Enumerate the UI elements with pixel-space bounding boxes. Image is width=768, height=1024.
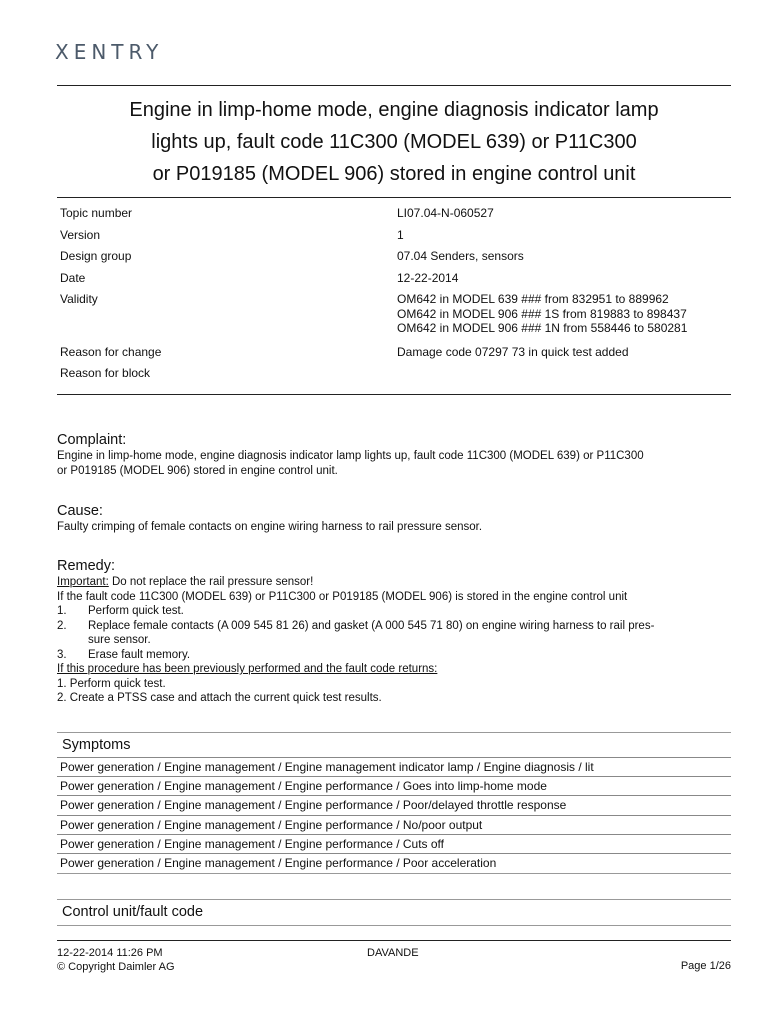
remedy-step [57, 648, 737, 663]
meta-row-reason-change [60, 345, 730, 360]
symptom-row [57, 776, 731, 796]
control-unit-top-rule [57, 899, 731, 900]
remedy-section [57, 557, 737, 706]
validity-line: OM642 in MODEL 906 ### 1N from 558446 to 580281 [397, 321, 688, 335]
step-text [88, 619, 654, 648]
meta-value: LI07.04-N-060527 [397, 206, 494, 220]
footer-rule [57, 940, 731, 941]
header-rule [57, 85, 731, 86]
title-line: or P019185 (MODEL 906) stored in engine control unit [152, 163, 636, 185]
important-note [57, 575, 737, 590]
meta-value: 1 [397, 227, 404, 242]
meta-value: Damage code 07297 73 in quick test added [397, 344, 629, 359]
complaint-text: Engine in limp-home mode, engine diagnosis indicator lamp lights up, fault code 11C300 (MODEL 639) or P11C300 [57, 450, 644, 462]
symptom-text: Power generation / Engine management / Engine performance / Cuts off [60, 837, 445, 851]
step-number: 1. [57, 605, 67, 617]
meta-row-validity [60, 292, 730, 336]
symptom-row [57, 815, 731, 835]
step-text: Perform quick test. [88, 605, 184, 617]
symptom-row [57, 834, 731, 854]
step-number: 3. [57, 648, 67, 661]
meta-rule [57, 394, 731, 395]
symptom-text: Power generation / Engine management / Engine performance / No/poor output [60, 818, 483, 832]
meta-value: 12-22-2014 [397, 270, 459, 285]
metadata-table [60, 206, 730, 388]
symptoms-bottom-rule [57, 873, 731, 874]
important-text: Do not replace the rail pressure sensor! [108, 576, 314, 588]
footer-datetime: 12-22-2014 11:26 PM [57, 947, 163, 959]
meta-row-date [60, 271, 730, 286]
step-line: Replace female contacts (A 009 545 81 26) and gasket (A 000 545 71 80) on engine wiring harness to rail pres- [88, 619, 655, 632]
page-footer [57, 947, 731, 974]
complaint-section [57, 431, 737, 478]
meta-value [397, 292, 730, 336]
symptom-row [57, 853, 731, 873]
meta-label: Reason for block [60, 366, 151, 380]
cause-heading: Cause: [57, 503, 103, 519]
symptom-text: Power generation / Engine management / Engine performance / Poor/delayed throttle response [60, 798, 567, 812]
meta-label: Design group [60, 249, 132, 263]
complaint-heading: Complaint: [57, 432, 127, 448]
title-rule [57, 197, 731, 198]
meta-label: Date [60, 270, 86, 285]
meta-row-version [60, 228, 730, 243]
step-line: sure sensor. [88, 634, 151, 646]
xentry-logo: XENTRY [55, 40, 164, 64]
meta-value: 07.04 Senders, sensors [397, 249, 524, 263]
repeat-step: 2. Create a PTSS case and attach the current quick test results. [57, 692, 382, 704]
remedy-step [57, 604, 737, 619]
control-unit-heading: Control unit/fault code [62, 904, 204, 920]
symptoms-heading: Symptoms [62, 737, 131, 753]
repeat-step: 1. Perform quick test. [57, 677, 166, 690]
footer-user: DAVANDE [367, 947, 419, 959]
remedy-heading: Remedy: [57, 558, 116, 574]
step-text: Erase fault memory. [88, 648, 191, 661]
symptom-text: Power generation / Engine management / Engine performance / Goes into limp-home mode [60, 779, 547, 793]
meta-row-topic [60, 206, 730, 221]
remedy-intro: If the fault code 11C300 (MODEL 639) or P11C300 or P019185 (MODEL 906) is stored in the engine control unit [57, 590, 628, 603]
meta-label: Topic number [60, 206, 133, 220]
meta-label: Reason for change [60, 344, 162, 359]
cause-text: Faulty crimping of female contacts on engine wiring harness to rail pressure sensor. [57, 521, 483, 533]
step-number: 2. [57, 619, 67, 632]
validity-line: OM642 in MODEL 906 ### 1S from 819883 to 898437 [397, 306, 687, 321]
remedy-steps [57, 604, 737, 662]
meta-row-reason-block [60, 366, 730, 381]
repeat-note: If this procedure has been previously performed and the fault code returns: [57, 663, 438, 675]
meta-label: Version [60, 227, 101, 242]
symptom-text: Power generation / Engine management / Engine performance / Poor acceleration [60, 856, 497, 870]
symptom-row [57, 795, 731, 815]
document-title [57, 94, 731, 190]
meta-row-design-group [60, 249, 730, 264]
remedy-step [57, 619, 737, 648]
footer-copyright: © Copyright Daimler AG [57, 960, 175, 973]
title-line: Engine in limp-home mode, engine diagnosis indicator lamp [129, 99, 659, 121]
footer-page-number: Page 1/26 [680, 960, 731, 972]
cause-section [57, 502, 737, 535]
symptom-row [57, 757, 731, 777]
symptom-text: Power generation / Engine management / Engine management indicator lamp / Engine diagnosis / lit [60, 760, 594, 774]
important-label: Important: [57, 576, 109, 588]
meta-label: Validity [60, 292, 98, 306]
complaint-text: or P019185 (MODEL 906) stored in engine control unit. [57, 464, 338, 477]
control-unit-bottom-rule [57, 925, 731, 926]
meta-value [397, 366, 730, 381]
symptoms-top-rule [57, 732, 731, 733]
validity-line: OM642 in MODEL 639 ### from 832951 to 889962 [397, 292, 669, 306]
title-line: lights up, fault code 11C300 (MODEL 639) or P11C300 [151, 131, 637, 153]
